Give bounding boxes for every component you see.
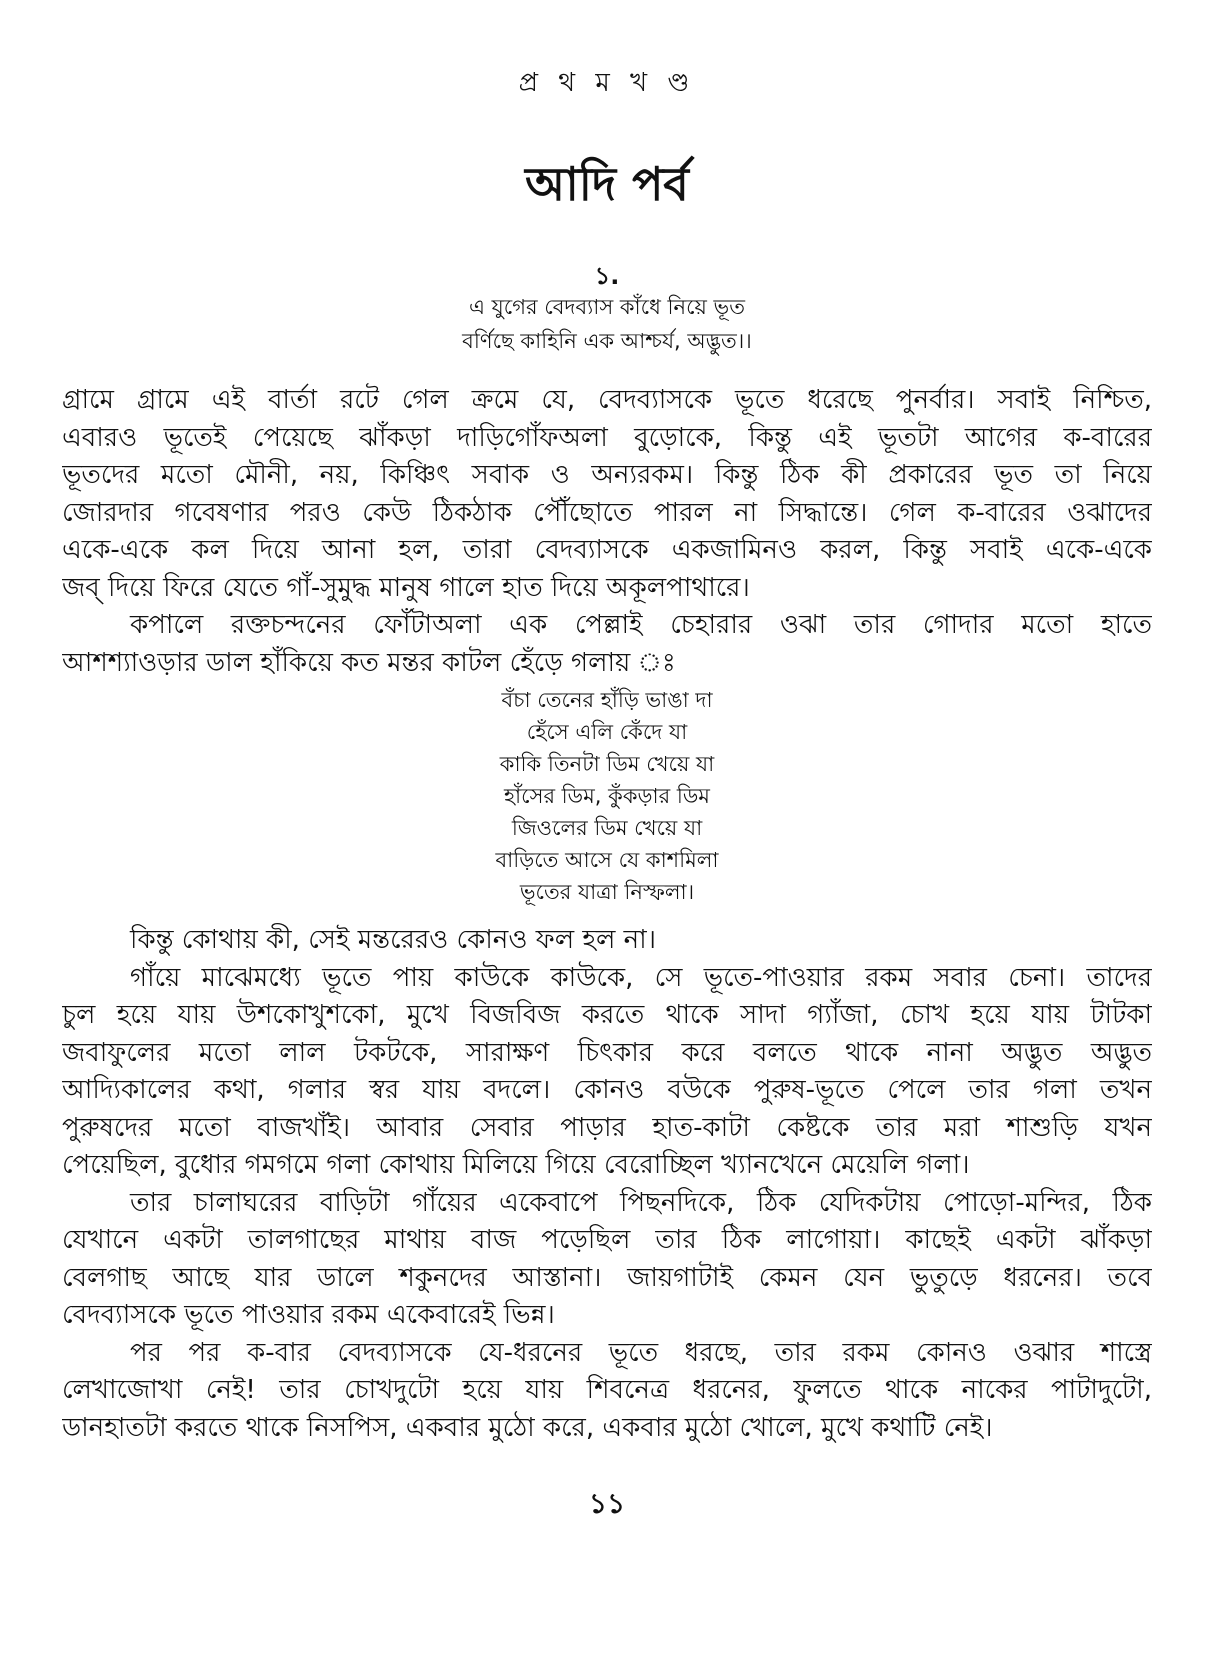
chapter-title: আদি পর্ব bbox=[525, 157, 689, 211]
paragraph bbox=[62, 382, 1152, 607]
poem-line: বঁচা তেনের হাঁড়ি ভাঙা দা bbox=[501, 688, 713, 712]
volume-heading: প্র থ ম খ ণ্ড bbox=[518, 68, 696, 98]
text-line: ডানহাতটা করতে থাকে নিসপিস, একবার মুঠো করে, একবার মুঠো খোলে, মুখে কথাটি নেই। bbox=[62, 1412, 993, 1443]
poem-line: বাড়িতে আসে যে কাশমিলা bbox=[495, 848, 719, 872]
text-line: ভূতদের মতো মৌনী, নয়, কিঞ্চিৎ সবাক ও অন্যরকম। কিন্তু ঠিক কী প্রকারের ভূত তা নিয়ে bbox=[62, 460, 1152, 490]
text-line: জবাফুলের মতো লাল টকটকে, সারাক্ষণ চিৎকার করে বলতে থাকে নানা অদ্ভুত অদ্ভুত bbox=[62, 1037, 1152, 1068]
text-line: গাঁয়ে মাঝেমধ্যে ভূতে পায় কাউকে কাউকে, সে ভূতে-পাওয়ার রকম সবার চেনা। তাদের bbox=[130, 962, 1152, 993]
paragraph bbox=[62, 1185, 1152, 1335]
poem-line: হাঁসের ডিম, কুঁকড়ার ডিম bbox=[504, 784, 710, 808]
text-line: পুরুষদের মতো বাজখাঁই। আবার সেবার পাড়ার হাত-কাটা কেষ্টকে তার মরা শাশুড়ি যখন bbox=[62, 1112, 1152, 1143]
text-line: জোরদার গবেষণার পরও কেউ ঠিকঠাক পৌঁছোতে পারল না সিদ্ধান্তে। গেল ক-বারের ওঝাদের bbox=[62, 497, 1152, 528]
page-number: ১১ bbox=[588, 1487, 626, 1520]
body-text bbox=[62, 382, 1152, 1447]
text-line: বেলগাছ আছে যার ডালে শকুনদের আস্তানা। জায়গাটাই কেমন যেন ভুতুড়ে ধরনের। তবে bbox=[62, 1262, 1152, 1293]
paragraph bbox=[62, 607, 1152, 682]
paragraph bbox=[62, 960, 1152, 1185]
poem-line: কাকি তিনটা ডিম খেয়ে যা bbox=[499, 752, 715, 776]
text-line: কপালে রক্তচন্দনের ফোঁটাঅলা এক পেল্লাই চেহারার ওঝা তার গোদার মতো হাতে bbox=[130, 610, 1152, 640]
poem-line: ভূতের যাত্রা নিস্ফলা। bbox=[519, 880, 695, 904]
text-line: লেখাজোখা নেই! তার চোখদুটো হয়ে যায় শিবনেত্র ধরনের, ফুলতে থাকে নাকের পাটাদুটো, bbox=[62, 1375, 1152, 1405]
poem-line: হেঁসে এলি কেঁদে যা bbox=[526, 720, 688, 744]
text-line: চুল হয়ে যায় উশকোখুশকো, মুখে বিজবিজ করতে থাকে সাদা গ্যাঁজা, চোখ হয়ে যায় টাটকা bbox=[62, 1000, 1152, 1030]
paragraph bbox=[62, 1335, 1152, 1448]
text-line: বেদব্যাসকে ভূতে পাওয়ার রকম একেবারেই ভিন্ন। bbox=[62, 1300, 555, 1330]
paragraph bbox=[62, 922, 1152, 960]
text-line: গ্রামে গ্রামে এই বার্তা রটে গেল ক্রমে যে, বেদব্যাসকে ভূতে ধরেছে পুনর্বার। সবাই নিশ্চিত, bbox=[62, 385, 1152, 415]
text-line: যেখানে একটা তালগাছের মাথায় বাজ পড়েছিল তার ঠিক লাগোয়া। কাছেই একটা ঝাঁকড়া bbox=[62, 1225, 1152, 1255]
text-line: জব্ দিয়ে ফিরে যেতে গাঁ-সুমুদ্ধ মানুষ গালে হাত দিয়ে অকূলপাথারে। bbox=[62, 572, 750, 603]
verse-line: এ যুগের বেদব্যাস কাঁধে নিয়ে ভূত bbox=[469, 295, 745, 319]
text-line: পেয়েছিল, বুধোর গমগমে গলা কোথায় মিলিয়ে গিয়ে বেরোচ্ছিল খ্যানখেনে মেয়েলি গলা। bbox=[62, 1150, 970, 1180]
spacer bbox=[62, 914, 1152, 922]
verse-line: বর্ণিছে কাহিনি এক আশ্চর্য, অদ্ভুত।। bbox=[462, 329, 752, 353]
text-line: পর পর ক-বার বেদব্যাসকে যে-ধরনের ভূতে ধরছে, তার রকম কোনও ওঝার শাস্ত্রে bbox=[130, 1337, 1152, 1368]
text-line: একে-একে কল দিয়ে আনা হল, তারা বেদব্যাসকে একজামিনও করল, কিন্তু সবাই একে-একে bbox=[62, 535, 1152, 565]
text-line: আদ্যিকালের কথা, গলার স্বর যায় বদলে। কোনও বউকে পুরুষ-ভূতে পেলে তার গলা তখন bbox=[62, 1075, 1152, 1105]
poem-line: জিওলের ডিম খেয়ে যা bbox=[511, 816, 703, 840]
poem-block bbox=[62, 684, 1152, 908]
text-line: কিন্তু কোথায় কী, সেই মন্তরেরও কোনও ফল হল না। bbox=[130, 925, 657, 955]
text-line: তার চালাঘরের বাড়িটা গাঁয়ের একেবাপে পিছনদিকে, ঠিক যেদিকটায় পোড়ো-মন্দির, ঠিক bbox=[130, 1187, 1152, 1218]
text-line: আশশ্যাওড়ার ডাল হাঁকিয়ে কত মন্তর কাটল হেঁড়ে গলায় ঃ bbox=[62, 647, 676, 678]
text-line: এবারও ভূতেই পেয়েছে ঝাঁকড়া দাড়িগোঁফঅলা বুড়োকে, কিন্তু এই ভূতটা আগের ক-বারের bbox=[62, 422, 1152, 453]
epigraph-verse bbox=[62, 290, 1152, 358]
section-number: ১. bbox=[594, 262, 620, 290]
